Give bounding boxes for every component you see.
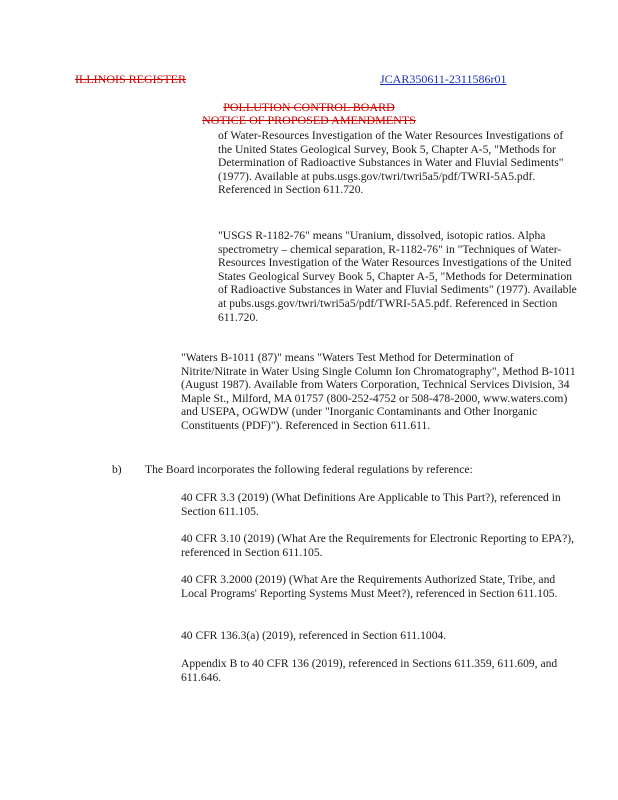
usgs-r1182-definition: "USGS R-1182-76" means "Uranium, dissolved, isotopic ratios. Alpha spectrometry – chemical separation, R-1182-76" in "Techniques of Water-Resources Investigation of the Water Resources Investigations of the United States Geological Survey Book 5, Chapter A-5, "Methods for Determination of Radioactive Substances in Water and Fluvial Sediments" (1977). Available at pubs.usgs.gov/twri/twri5a5/pdf/TWRI-5A5.pdf. Referenced in Section 611.720.	[218, 229, 577, 324]
cfr-item: 40 CFR 3.2000 (2019) (What Are the Requirements Authorized State, Tribe, and Local Programs' Reporting Systems Must Meet?), referenced in Section 611.105.	[181, 573, 558, 600]
subsection-b-label: b)	[112, 463, 122, 476]
waters-b1011-definition: "Waters B-1011 (87)" means "Waters Test Method for Determination of Nitrite/Nitrate in Water Using Single Column Ion Chromatography", Method B-1011 (August 1987). Available from Waters Corporation, Technical Services Division, 34 Maple St., Milford, MA 01757 (800-252-4752 or 508-478-2000, www.waters.com) and USEPA, OGWDW (under "Inorganic Contaminants and Other Inorganic Constituents (PDF)"). Referenced in Section 611.611.	[181, 351, 576, 432]
cfr-item: Appendix B to 40 CFR 136 (2019), referenced in Sections 611.359, 611.609, and 611.646.	[181, 657, 558, 684]
subsection-b-text: The Board incorporates the following federal regulations by reference:	[145, 463, 473, 476]
document-id-link[interactable]: JCAR350611-2311586r01	[380, 72, 507, 86]
notice-title: NOTICE OF PROPOSED AMENDMENTS	[202, 113, 416, 127]
cfr-item: 40 CFR 3.3 (2019) (What Definitions Are Applicable to This Part?), referenced in Section 611.105.	[181, 491, 561, 518]
register-header: ILLINOIS REGISTER	[75, 72, 186, 86]
board-title: POLLUTION CONTROL BOARD	[223, 100, 395, 114]
cfr-item: 40 CFR 3.10 (2019) (What Are the Requirements for Electronic Reporting to EPA?), referenced in Section 611.105.	[181, 532, 575, 559]
usgs-paragraph-continued: of Water-Resources Investigation of the Water Resources Investigations of the United States Geological Survey, Book 5, Chapter A-5, "Methods for Determination of Radioactive Substances in Water and Fluvial Sediments" (1977). Available at pubs.usgs.gov/twri/twri5a5/pdf/TWRI-5A5.pdf. Referenced in Section 611.720.	[218, 129, 564, 197]
cfr-item: 40 CFR 136.3(a) (2019), referenced in Section 611.1004.	[181, 629, 447, 642]
